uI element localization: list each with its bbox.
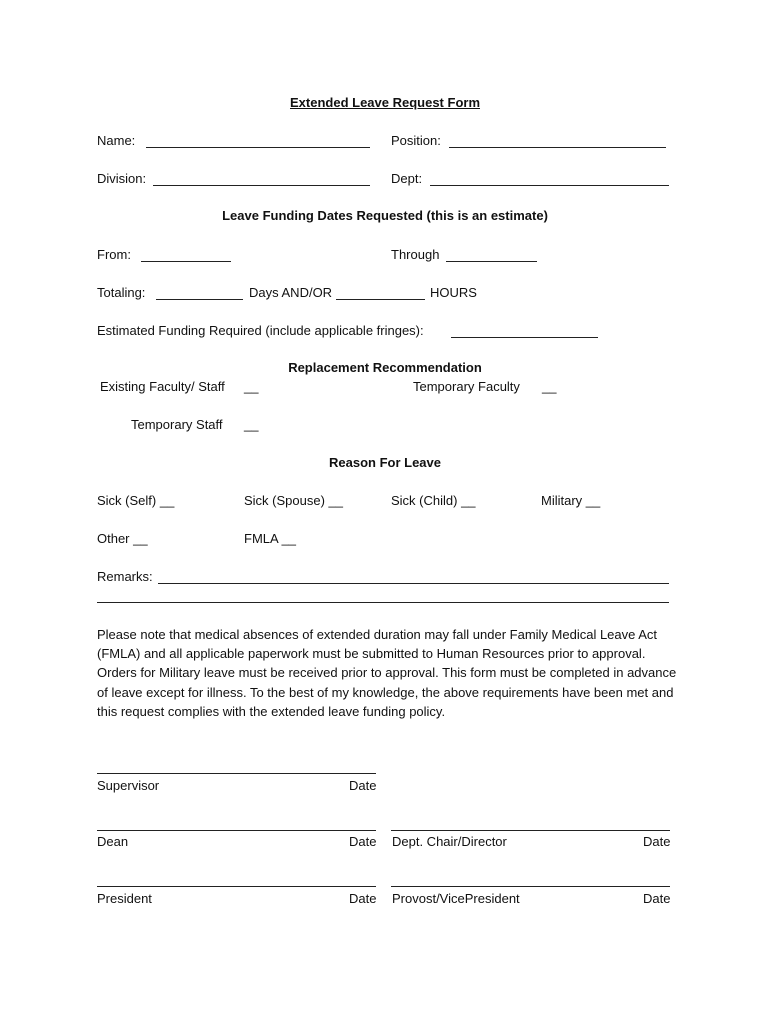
name-label: Name:: [97, 133, 136, 148]
position-label: Position:: [391, 133, 441, 148]
president-signature-line[interactable]: [97, 886, 376, 887]
temporary-faculty-blank[interactable]: __: [542, 379, 557, 394]
name-field[interactable]: [146, 147, 370, 148]
supervisor-date-label: Date: [349, 778, 377, 793]
from-field[interactable]: [141, 261, 231, 262]
division-field[interactable]: [153, 185, 370, 186]
dean-label: Dean: [97, 834, 129, 849]
temporary-staff-label: Temporary Staff: [131, 417, 223, 432]
provost-date-label: Date: [643, 891, 671, 906]
dept-chair-signature-line[interactable]: [391, 830, 670, 831]
division-label: Division:: [97, 171, 147, 186]
position-field[interactable]: [449, 147, 666, 148]
fmla-option[interactable]: FMLA __: [244, 531, 297, 546]
dept-chair-label: Dept. Chair/Director: [392, 834, 507, 849]
remarks-label: Remarks:: [97, 569, 153, 584]
replacement-heading: Replacement Recommendation: [288, 360, 482, 375]
supervisor-label: Supervisor: [97, 778, 160, 793]
estimated-funding-field[interactable]: [451, 337, 598, 338]
other-option[interactable]: Other __: [97, 531, 148, 546]
notice-paragraph: Please note that medical absences of extended duration may fall under Family Medical Leave Act (FMLA) and all applicable paperwork must be submitted to Human Resources prior to approval. Orders for Military leave must be received prior to approval. This form must be completed in advance of leave except for illness. To the best of my knowledge, the above requirements have been met and this request complies with the extended leave funding policy.: [97, 627, 677, 719]
provost-signature-line[interactable]: [391, 886, 670, 887]
sick-spouse-option[interactable]: Sick (Spouse) __: [244, 493, 343, 508]
reason-heading: Reason For Leave: [329, 455, 441, 470]
funding-heading: Leave Funding Dates Requested (this is an estimate): [222, 208, 548, 223]
dean-signature-line[interactable]: [97, 830, 376, 831]
remarks-field-line-2[interactable]: [97, 602, 669, 603]
form-title: Extended Leave Request Form: [290, 95, 480, 110]
through-field[interactable]: [446, 261, 537, 262]
military-option[interactable]: Military __: [541, 493, 601, 508]
temporary-faculty-label: Temporary Faculty: [413, 379, 520, 394]
dean-date-label: Date: [349, 834, 377, 849]
through-label: Through: [391, 247, 440, 262]
remarks-field[interactable]: [158, 583, 669, 584]
dept-chair-date-label: Date: [643, 834, 671, 849]
temporary-staff-blank[interactable]: __: [244, 417, 259, 432]
president-label: President: [97, 891, 152, 906]
existing-faculty-staff-label: Existing Faculty/ Staff: [100, 379, 225, 394]
hours-field[interactable]: [336, 299, 425, 300]
sick-child-option[interactable]: Sick (Child) __: [391, 493, 476, 508]
sick-self-option[interactable]: Sick (Self) __: [97, 493, 175, 508]
totaling-label: Totaling:: [97, 285, 146, 300]
estimated-funding-label: Estimated Funding Required (include applicable fringes):: [97, 323, 424, 338]
days-field[interactable]: [156, 299, 243, 300]
dept-field[interactable]: [430, 185, 669, 186]
dept-label: Dept:: [391, 171, 423, 186]
supervisor-signature-line[interactable]: [97, 773, 376, 774]
from-label: From:: [97, 247, 131, 262]
existing-faculty-staff-blank[interactable]: __: [244, 379, 259, 394]
days-andor-label: Days AND/OR: [249, 285, 333, 300]
hours-label: HOURS: [430, 285, 477, 300]
provost-label: Provost/VicePresident: [392, 891, 520, 906]
president-date-label: Date: [349, 891, 377, 906]
